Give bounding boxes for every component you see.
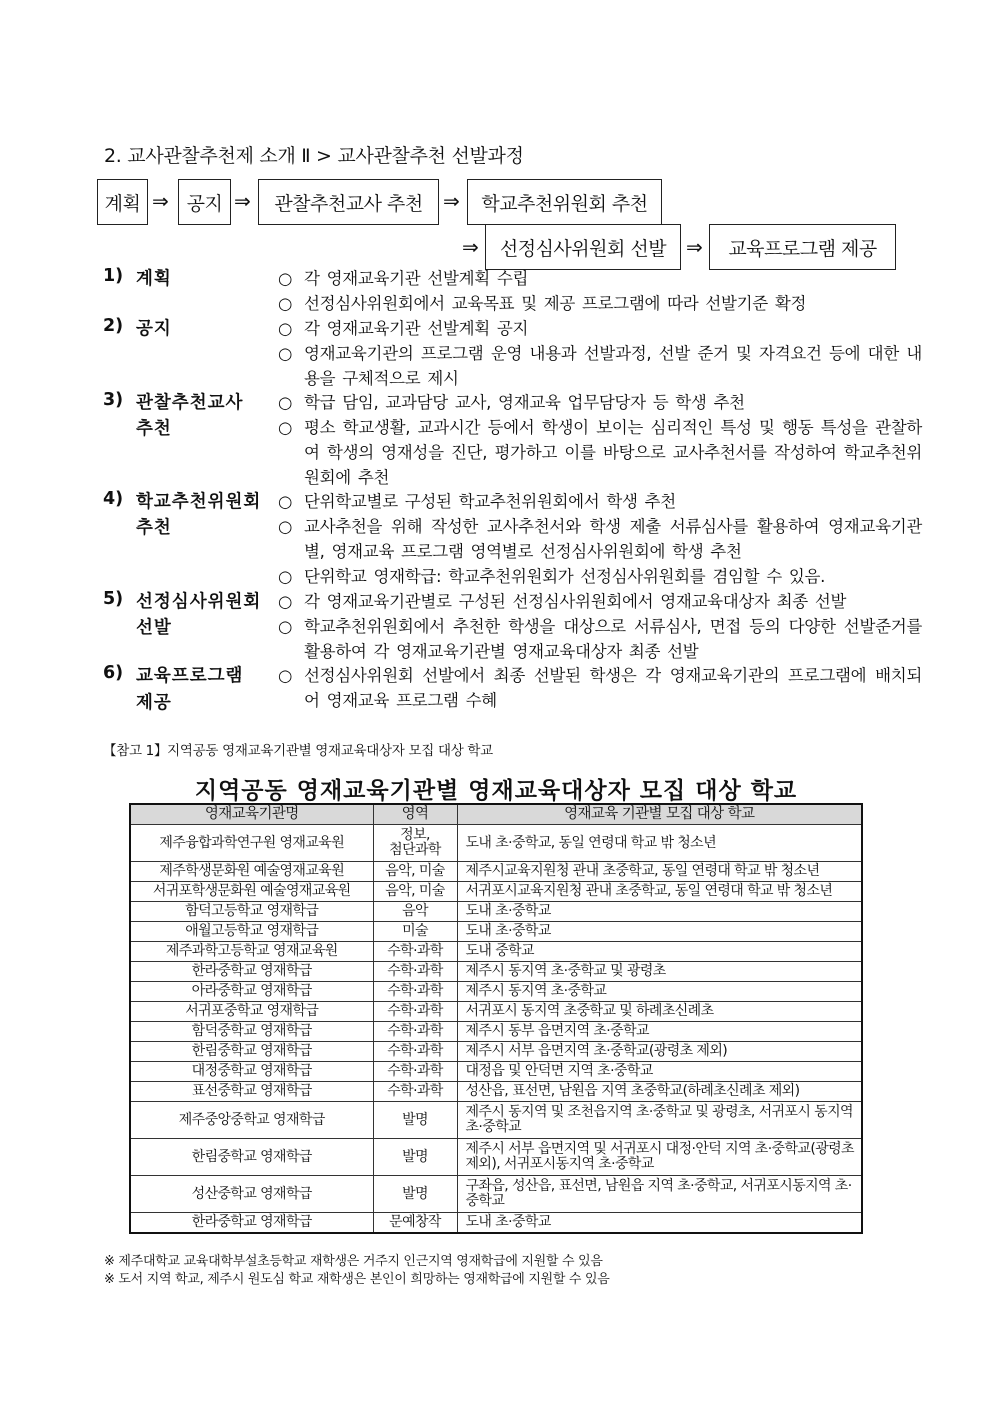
institution-cell: 서귀포중학교 영재학급: [130, 1002, 373, 1022]
table-row: [130, 902, 862, 922]
flow-box-teacher-recommend: 관찰추천교사 추천: [258, 179, 439, 225]
flow-box-school-committee: 학교추천위원회 추천: [467, 179, 662, 225]
institution-cell: 함덕중학교 영재학급: [130, 1022, 373, 1042]
step-name: 제공: [136, 693, 172, 713]
flow-arrow: ⇒: [234, 189, 251, 213]
institution-cell: 제주융합과학연구원 영재교육원: [130, 825, 373, 862]
footnote: ※ 도서 지역 학교, 제주시 원도심 학교 재학생은 본인이 희망하는 영재학급에 지원할 수 있음: [104, 1272, 610, 1287]
table-row: [130, 942, 862, 962]
footnote: ※ 제주대학교 교육대학부설초등학교 재학생은 거주지 인근지역 영재학급에 지원할 수 있음: [104, 1254, 603, 1269]
target-schools-cell: 도내 중학교: [457, 942, 862, 962]
reference-label: 【참고 1】지역공동 영재교육기관별 영재교육대상자 모집 대상 학교: [103, 743, 493, 759]
institution-cell: 표선중학교 영재학급: [130, 1082, 373, 1102]
table-row: [130, 862, 862, 882]
step-name: 공지: [136, 319, 172, 339]
target-schools-cell: 제주시 서부 읍면지역 및 서귀포시 대정·안덕 지역 초·중학교(광령초 제외), 서귀포시동지역 초·중학교: [457, 1139, 862, 1176]
field-cell: 수학·과학: [373, 1062, 457, 1082]
table-row: [130, 1062, 862, 1082]
column-header: 영역: [373, 804, 457, 825]
step-name: 계획: [136, 269, 172, 289]
institution-cell: 대정중학교 영재학급: [130, 1062, 373, 1082]
step-bullet: ○ 각 영재교육기관별로 구성된 선정심사위원회에서 영재교육대상자 최종 선발: [278, 592, 847, 611]
field-cell: 발명: [373, 1176, 457, 1213]
step-number: 3): [103, 390, 124, 410]
flow-box-plan: 계획: [97, 179, 148, 225]
step-bullet: ○ 단위학교별로 구성된 학교추천위원회에서 학생 추천: [278, 492, 676, 511]
target-schools-cell: 성산읍, 표선면, 남원읍 지역 초중학교(하례초신례초 제외): [457, 1082, 862, 1102]
table-row: [130, 1002, 862, 1022]
table-row: [130, 1176, 862, 1213]
step-name: 추천: [136, 518, 172, 538]
field-cell: 발명: [373, 1139, 457, 1176]
institution-cell: 한림중학교 영재학급: [130, 1139, 373, 1176]
field-cell: 수학·과학: [373, 1022, 457, 1042]
table-row: [130, 922, 862, 942]
target-schools-cell: 서귀포시 동지역 초중학교 및 하례초신례초: [457, 1002, 862, 1022]
target-schools-cell: 대정읍 및 안덕면 지역 초·중학교: [457, 1062, 862, 1082]
table-row: [130, 982, 862, 1002]
step-bullet: ○ 단위학교 영재학급: 학교추천위원회가 선정심사위원회를 겸임할 수 있음.: [278, 567, 826, 586]
flow-box-selection-committee: 선정심사위원회 선발: [485, 224, 681, 270]
table-row: [130, 1022, 862, 1042]
flow-box-notice: 공지: [178, 179, 231, 225]
step-number: 1): [103, 266, 124, 286]
field-cell: 음악, 미술: [373, 862, 457, 882]
step-number: 2): [103, 316, 124, 336]
field-cell: 수학·과학: [373, 962, 457, 982]
field-cell: 수학·과학: [373, 1002, 457, 1022]
step-bullet: ○ 학교추천위원회에서 추천한 학생을 대상으로 서류심사, 면접 등의 다양한 선발준거를 활용하여 각 영재교육기관별 영재교육대상자 최종 선발: [278, 617, 922, 661]
table-row: [130, 825, 862, 862]
table-row: [130, 1042, 862, 1062]
step-bullet: ○ 교사추천을 위해 작성한 교사추천서와 학생 제출 서류심사를 활용하여 영재교육기관별, 영재교육 프로그램 영역별로 선정심사위원회에 학생 추천: [278, 517, 922, 561]
target-schools-cell: 제주시 서부 읍면지역 초·중학교(광령초 제외): [457, 1042, 862, 1062]
step-bullet: ○ 영재교육기관의 프로그램 운영 내용과 선발과정, 선발 준거 및 자격요건 등에 대한 내용을 구체적으로 제시: [278, 344, 922, 388]
institution-cell: 한림중학교 영재학급: [130, 1042, 373, 1062]
field-cell: 문예창작: [373, 1213, 457, 1234]
step-number: 5): [103, 589, 124, 609]
step-bullet: ○ 평소 학교생활, 교과시간 등에서 학생이 보이는 심리적인 특성 및 행동 특성을 관찰하여 학생의 영재성을 진단, 평가하고 이를 바탕으로 교사추천서를 작성하여 학교추천위원회에 추천: [278, 418, 922, 487]
section-title: 2. 교사관찰추천제 소개 Ⅱ > 교사관찰추천 선발과정: [104, 145, 524, 167]
field-cell: 음악: [373, 902, 457, 922]
flow-arrow: ⇒: [152, 189, 169, 213]
flow-arrow: ⇒: [686, 235, 703, 259]
field-cell: 수학·과학: [373, 982, 457, 1002]
step-name: 학교추천위원회: [136, 492, 262, 512]
table-row: [130, 1213, 862, 1234]
institution-cell: 아라중학교 영재학급: [130, 982, 373, 1002]
target-schools-cell: 제주시 동지역 초·중학교 및 광령초: [457, 962, 862, 982]
institution-cell: 제주중앙중학교 영재학급: [130, 1102, 373, 1139]
field-cell: 수학·과학: [373, 1082, 457, 1102]
target-schools-cell: 도내 초·중학교: [457, 922, 862, 942]
target-schools-cell: 제주시교육지원청 관내 초중학교, 동일 연령대 학교 밖 청소년: [457, 862, 862, 882]
table-row: [130, 1082, 862, 1102]
institution-cell: 제주과학고등학교 영재교육원: [130, 942, 373, 962]
field-cell: 발명: [373, 1102, 457, 1139]
step-bullet: ○ 선정심사위원회에서 교육목표 및 제공 프로그램에 따라 선발기준 확정: [278, 294, 807, 313]
target-schools-cell: 도내 초·중학교: [457, 1213, 862, 1234]
field-cell: 정보, 첨단과학: [373, 825, 457, 862]
field-cell: 수학·과학: [373, 1042, 457, 1062]
flow-arrow: ⇒: [443, 189, 460, 213]
field-cell: 수학·과학: [373, 942, 457, 962]
column-header: 영재교육 기관별 모집 대상 학교: [457, 804, 862, 825]
institution-cell: 함덕고등학교 영재학급: [130, 902, 373, 922]
field-cell: 미술: [373, 922, 457, 942]
target-schools-cell: 제주시 동지역 초·중학교: [457, 982, 862, 1002]
institution-cell: 제주학생문화원 예술영재교육원: [130, 862, 373, 882]
column-header: 영재교육기관명: [130, 804, 373, 825]
target-schools-cell: 제주시 동지역 및 조천읍지역 초·중학교 및 광령초, 서귀포시 동지역 초·중학교: [457, 1102, 862, 1139]
step-name: 선정심사위원회: [136, 592, 262, 612]
step-bullet: ○ 각 영재교육기관 선발계획 수립: [278, 269, 529, 288]
table-row: [130, 1102, 862, 1139]
recruitment-table: [129, 803, 863, 1234]
table-row: [130, 962, 862, 982]
step-bullet: ○ 학급 담임, 교과담당 교사, 영재교육 업무담당자 등 학생 추천: [278, 393, 745, 412]
step-name: 교육프로그램: [136, 666, 244, 686]
flow-box-education-program: 교육프로그램 제공: [709, 224, 896, 270]
table-row: [130, 882, 862, 902]
institution-cell: 애월고등학교 영재학급: [130, 922, 373, 942]
institution-cell: 성산중학교 영재학급: [130, 1176, 373, 1213]
table-row: [130, 1139, 862, 1176]
step-number: 6): [103, 663, 124, 683]
target-schools-cell: 도내 초·중학교: [457, 902, 862, 922]
target-schools-cell: 제주시 동부 읍면지역 초·중학교: [457, 1022, 862, 1042]
step-name: 관찰추천교사: [136, 393, 244, 413]
table-title: 지역공동 영재교육기관별 영재교육대상자 모집 대상 학교: [194, 777, 798, 804]
step-bullet: ○ 선정심사위원회 선발에서 최종 선발된 학생은 각 영재교육기관의 프로그램에 배치되어 영재교육 프로그램 수혜: [278, 666, 922, 710]
field-cell: 음악, 미술: [373, 882, 457, 902]
step-number: 4): [103, 489, 124, 509]
institution-cell: 서귀포학생문화원 예술영재교육원: [130, 882, 373, 902]
target-schools-cell: 구좌읍, 성산읍, 표선면, 남원읍 지역 초·중학교, 서귀포시동지역 초·중학교: [457, 1176, 862, 1213]
step-name: 선발: [136, 618, 172, 638]
step-name: 추천: [136, 419, 172, 439]
target-schools-cell: 도내 초·중학교, 동일 연령대 학교 밖 청소년: [457, 825, 862, 862]
target-schools-cell: 서귀포시교육지원청 관내 초중학교, 동일 연령대 학교 밖 청소년: [457, 882, 862, 902]
institution-cell: 한라중학교 영재학급: [130, 962, 373, 982]
step-bullet: ○ 각 영재교육기관 선발계획 공지: [278, 319, 529, 338]
flow-arrow: ⇒: [462, 235, 479, 259]
institution-cell: 한라중학교 영재학급: [130, 1213, 373, 1234]
